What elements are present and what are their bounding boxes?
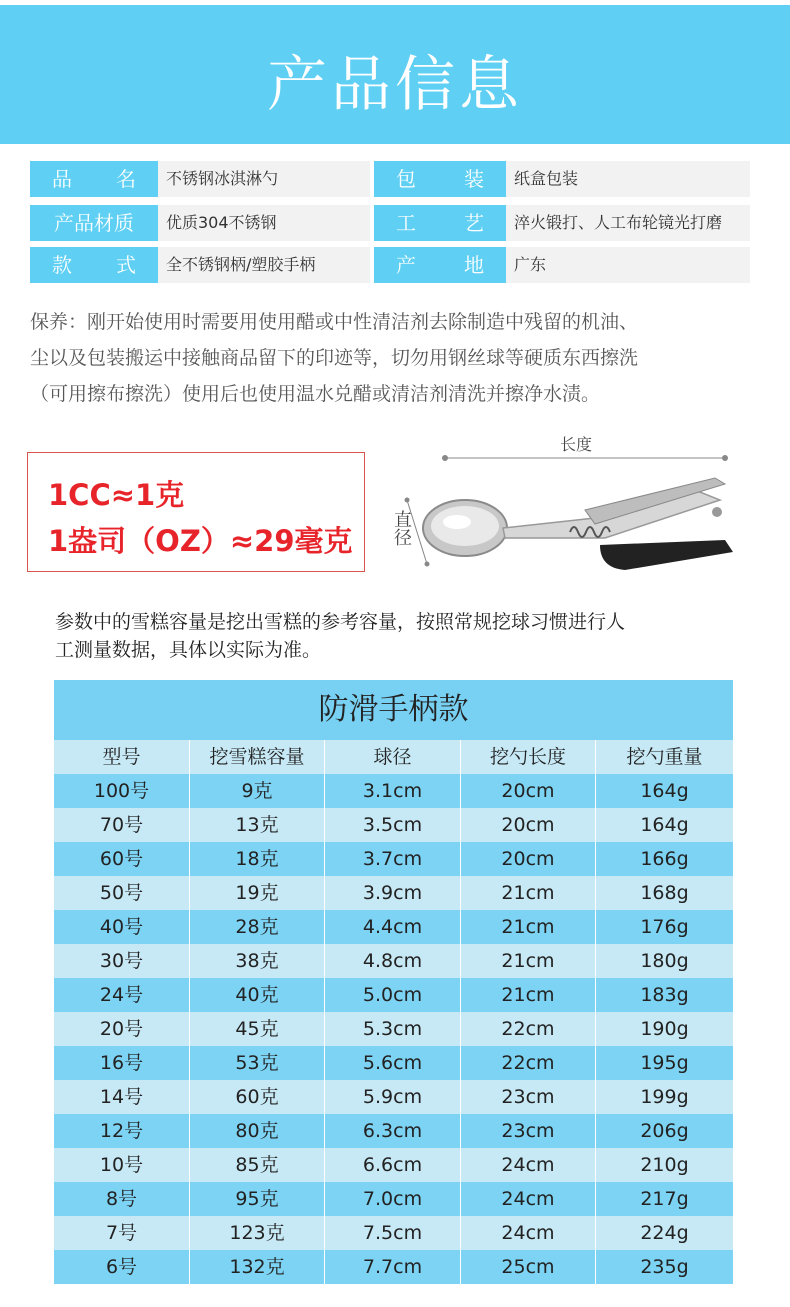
table-cell: 30号 [54,944,190,978]
info-value-style: 全不锈钢柄/塑胶手柄 [158,247,370,283]
table-cell: 166g [640,848,689,870]
table-cell: 24号 [54,978,190,1012]
table-row [54,876,733,910]
page-title: 产品信息 [267,50,523,120]
table-cell: 3.9cm [325,876,461,910]
info-label-name [30,161,158,197]
table-cell: 7.0cm [325,1182,461,1216]
table-cell: 20cm [461,774,596,808]
table-cell: 123克 [190,1216,325,1250]
info-value-material: 优质304不锈钢 [158,205,370,241]
table-cell: 176g [640,916,689,938]
table-cell: 168g [640,882,689,904]
table-cell: 25cm [461,1250,596,1284]
table-cell: 21cm [461,978,596,1012]
table-cell: 10号 [54,1148,190,1182]
table-body [54,774,733,1284]
table-cell: 210g [640,1154,689,1176]
table-row [54,1148,733,1182]
care-line: 保养：刚开始使用时需要用使用醋或中性清洁剂去除制造中残留的机油、 [30,311,639,333]
care-instructions [30,304,765,412]
table-row [54,978,733,1012]
table-cell: 4.4cm [325,910,461,944]
label-char: 工 [396,211,416,235]
table-cell: 6.3cm [325,1114,461,1148]
table-cell: 164g [640,814,689,836]
info-value-origin: 广东 [506,247,750,283]
table-cell: 21cm [461,876,596,910]
table-cell: 5.0cm [325,978,461,1012]
table-cell: 53克 [190,1046,325,1080]
table-cell: 195g [640,1052,689,1074]
column-header: 球径 [325,740,461,774]
table-cell: 21cm [461,910,596,944]
table-header-row [54,740,733,774]
table-cell: 20cm [461,808,596,842]
table-cell: 23cm [461,1080,596,1114]
spec-table-title: 防滑手柄款 [54,680,733,740]
ice-cream-scoop-illustration [395,440,740,580]
table-row [54,1114,733,1148]
table-cell: 7.5cm [325,1216,461,1250]
column-header: 挖勺重量 [626,746,703,768]
info-label-style [30,247,158,283]
table-cell: 22cm [461,1012,596,1046]
table-cell: 24cm [461,1216,596,1250]
table-row [54,1080,733,1114]
column-header: 挖勺长度 [461,740,596,774]
table-cell: 5.9cm [325,1080,461,1114]
table-cell: 206g [640,1120,689,1142]
table-row [54,944,733,978]
capacity-note [55,608,755,664]
table-cell: 80克 [190,1114,325,1148]
table-row [54,808,733,842]
table-cell: 22cm [461,1046,596,1080]
table-cell: 7号 [54,1216,190,1250]
table-cell: 45克 [190,1012,325,1046]
length-label: 长度 [560,435,593,454]
table-cell: 20cm [461,842,596,876]
info-value-name: 不锈钢冰淇淋勺 [158,161,370,197]
table-cell: 6号 [54,1250,190,1284]
table-cell: 28克 [190,910,325,944]
label-char: 装 [464,167,484,191]
label-char: 艺 [464,211,484,235]
column-header: 挖雪糕容量 [190,740,325,774]
table-row [54,774,733,808]
table-row [54,1012,733,1046]
table-cell: 8号 [54,1182,190,1216]
label-char: 品 [52,167,72,191]
table-cell: 60号 [54,842,190,876]
info-label-package [374,161,506,197]
label-char: 产 [396,253,416,277]
label-char: 式 [116,253,136,277]
table-cell: 21cm [461,944,596,978]
table-cell: 235g [640,1256,689,1278]
table-cell: 70号 [54,808,190,842]
table-cell: 5.6cm [325,1046,461,1080]
table-cell: 95克 [190,1182,325,1216]
table-row [54,1250,733,1284]
table-cell: 7.7cm [325,1250,461,1284]
info-label-origin [374,247,506,283]
table-cell: 3.7cm [325,842,461,876]
care-line: （可用擦布擦洗）使用后也使用温水兑醋或清洁剂清洗并擦净水渍。 [30,383,601,405]
label-char: 名 [116,167,136,191]
table-cell: 13克 [190,808,325,842]
table-cell: 16号 [54,1046,190,1080]
table-row [54,1182,733,1216]
table-cell: 199g [640,1086,689,1108]
label-char: 款 [52,253,72,277]
table-row [54,842,733,876]
conversion-cc: 1CC≈1克 [48,478,185,512]
header-banner [0,5,790,144]
table-cell: 5.3cm [325,1012,461,1046]
table-cell: 164g [640,780,689,802]
table-row [54,910,733,944]
info-row [30,161,750,197]
table-cell: 100号 [54,774,190,808]
table-row [54,1046,733,1080]
table-cell: 4.8cm [325,944,461,978]
spec-table [54,680,733,1284]
table-cell: 38克 [190,944,325,978]
table-cell: 3.5cm [325,808,461,842]
table-cell: 40号 [54,910,190,944]
table-cell: 23cm [461,1114,596,1148]
table-cell: 190g [640,1018,689,1040]
table-cell: 132克 [190,1250,325,1284]
conversion-box [27,452,365,572]
table-row [54,1216,733,1250]
table-cell: 14号 [54,1080,190,1114]
note-line: 工测量数据，具体以实际为准。 [55,639,322,661]
table-cell: 9克 [190,774,325,808]
table-cell: 18克 [190,842,325,876]
label-char: 地 [464,253,484,277]
table-cell: 3.1cm [325,774,461,808]
table-cell: 24cm [461,1182,596,1216]
column-header: 型号 [54,740,190,774]
info-value-craft: 淬火锻打、人工布轮镜光打磨 [506,205,750,241]
care-line: 尘以及包装搬运中接触商品留下的印迹等，切勿用钢丝球等硬质东西擦洗 [30,347,639,369]
note-line: 参数中的雪糕容量是挖出雪糕的参考容量，按照常规挖球习惯进行人 [55,611,626,633]
info-row [30,247,750,283]
table-cell: 85克 [190,1148,325,1182]
info-row [30,205,750,241]
table-cell: 217g [640,1188,689,1210]
info-label-material: 产品材质 [30,205,158,241]
info-value-package: 纸盒包装 [506,161,750,197]
table-cell: 183g [640,984,689,1006]
conversion-oz: 1盎司（OZ）≈29毫克 [48,524,353,558]
table-cell: 24cm [461,1148,596,1182]
table-cell: 40克 [190,978,325,1012]
info-label-craft [374,205,506,241]
table-cell: 50号 [54,876,190,910]
label-char: 包 [396,167,416,191]
diameter-label: 直径 [391,510,412,546]
table-cell: 20号 [54,1012,190,1046]
table-cell: 60克 [190,1080,325,1114]
table-cell: 6.6cm [325,1148,461,1182]
table-cell: 19克 [190,876,325,910]
table-cell: 224g [640,1222,689,1244]
table-cell: 12号 [54,1114,190,1148]
table-cell: 180g [640,950,689,972]
